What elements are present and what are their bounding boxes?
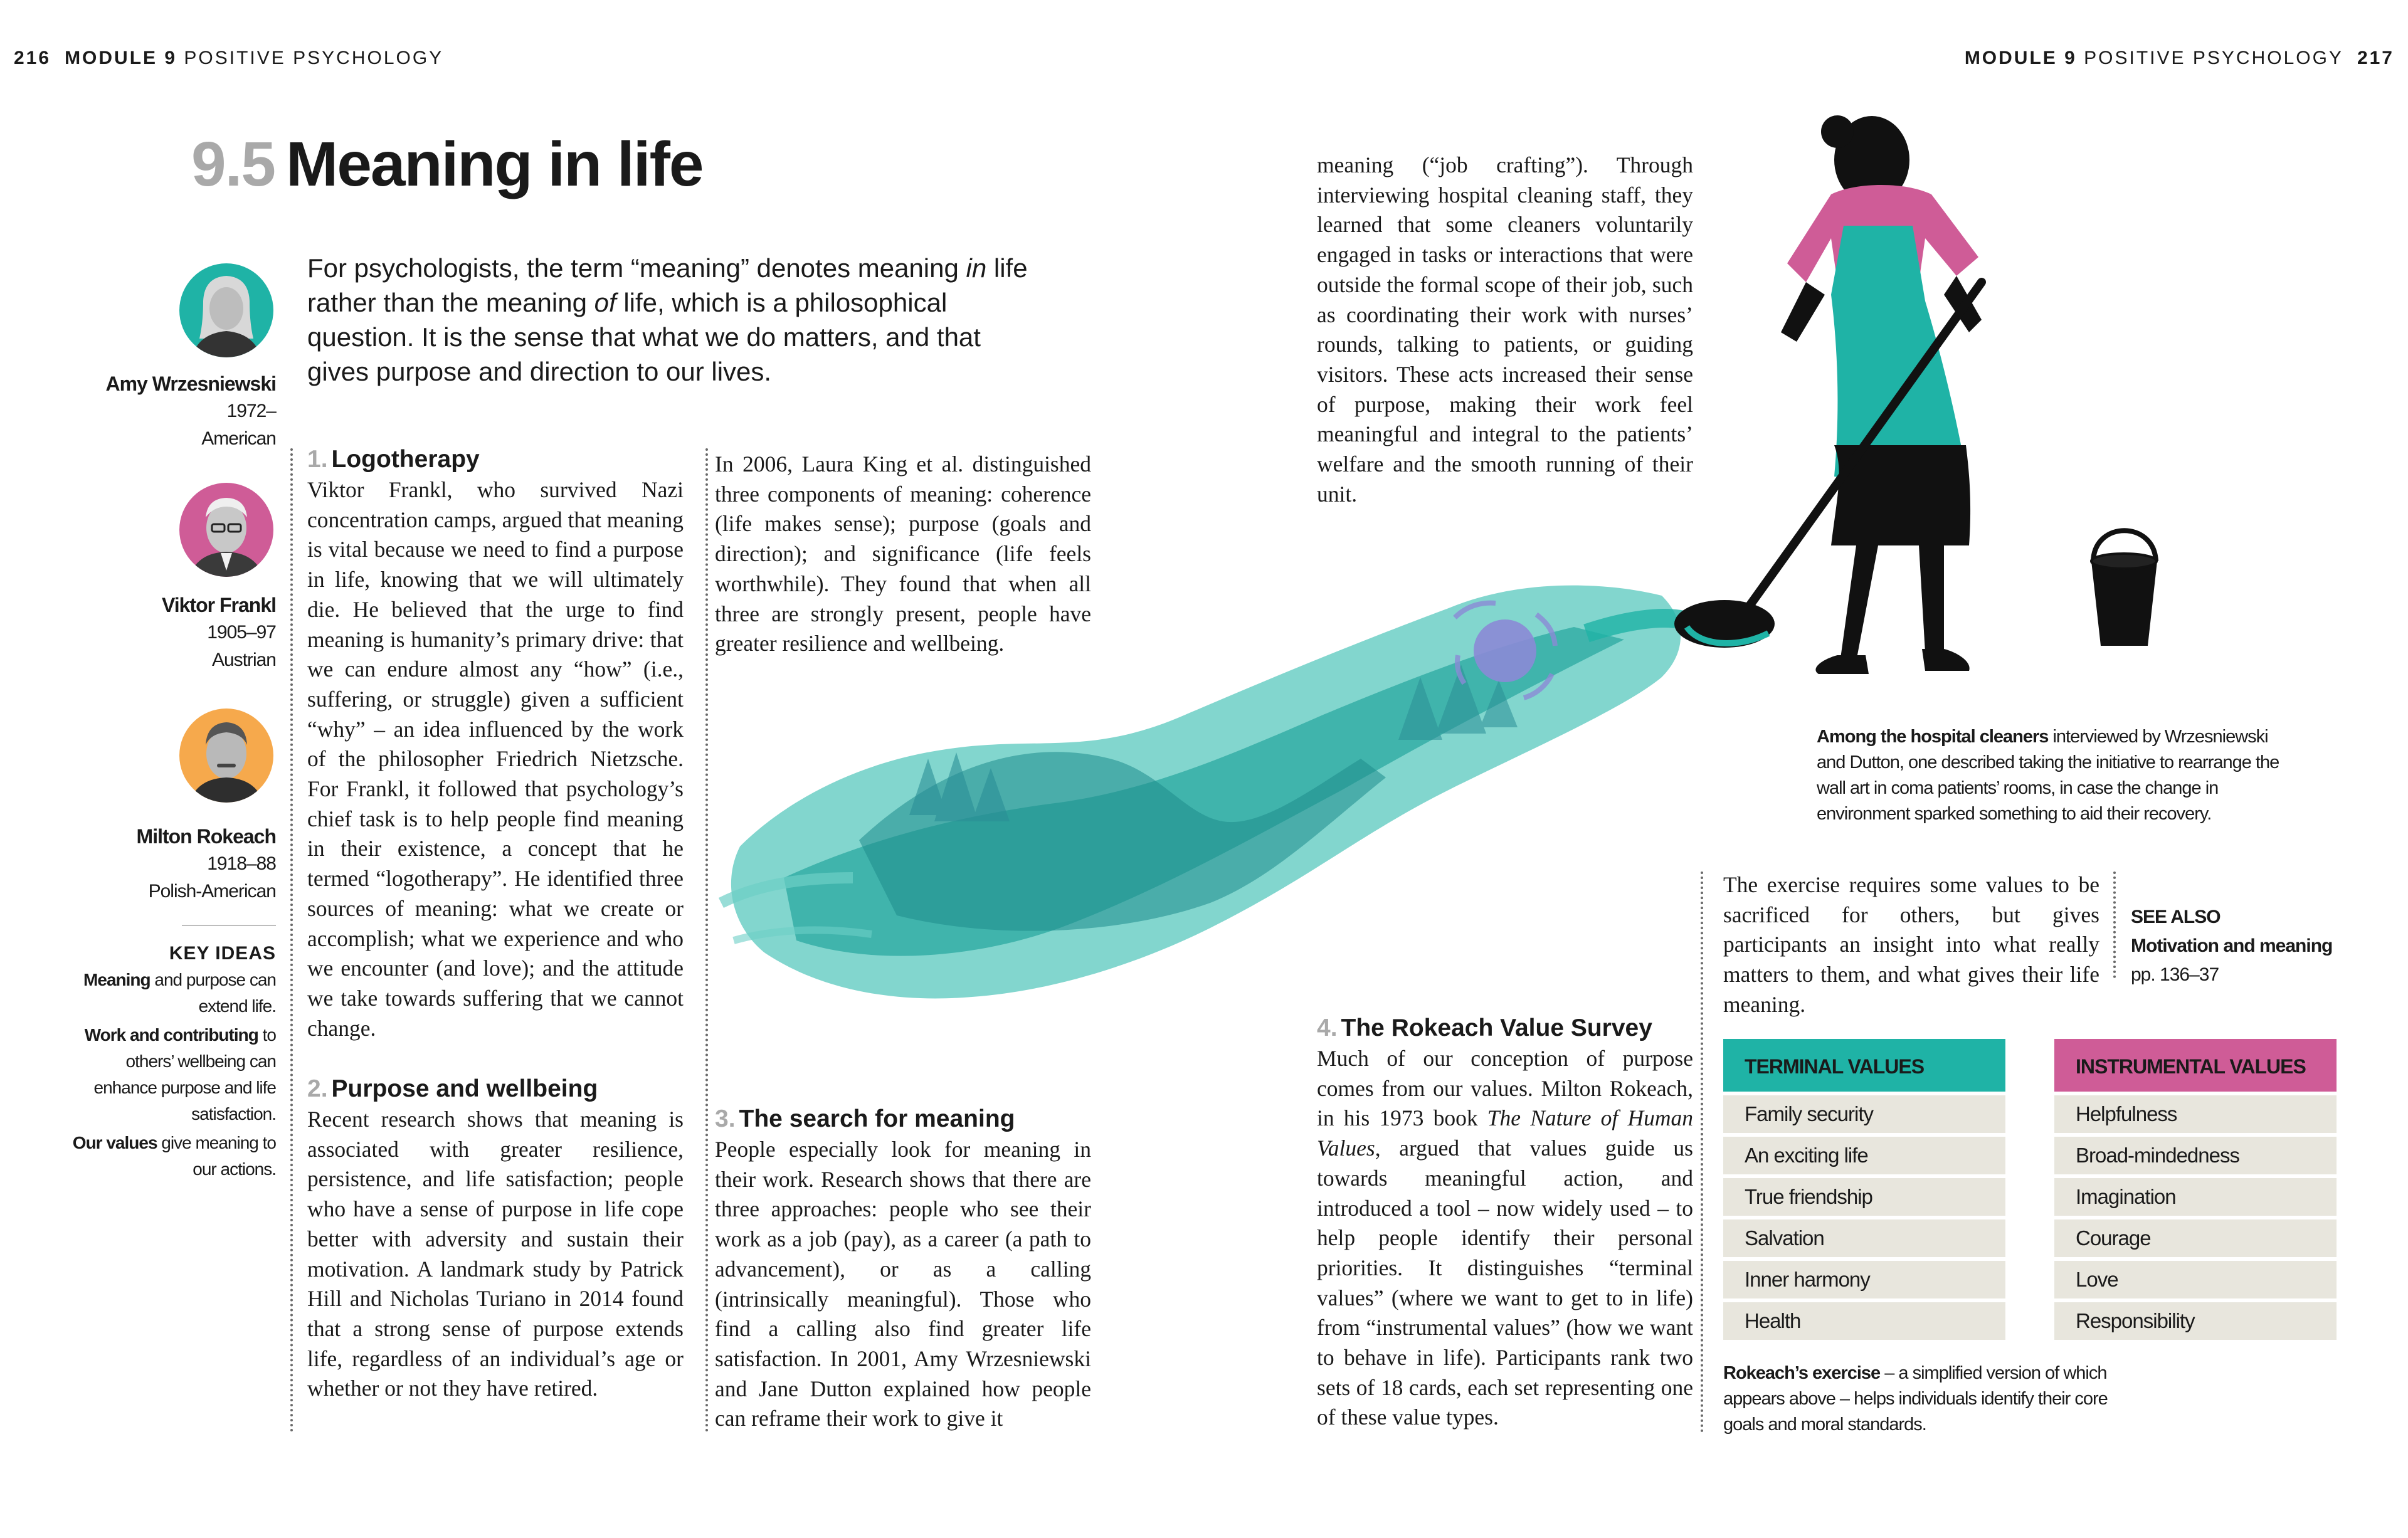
portrait-illustration <box>179 263 273 357</box>
running-header-right <box>1965 48 2408 69</box>
portrait-viktor-frankl <box>179 483 273 577</box>
person-name: Amy Wrzesniewski <box>105 372 276 395</box>
section-body: People especially look for meaning in their work. Research shows that there are three approaches: people who see their work as a job (pay), as a career (a path to advancement), or as a calling (intrinsically meaningful). Those who find a calling also find greater life satisfaction. In 2001, Amy Wrzesniewski and Jane Dutton explained how people can reframe their work to give it <box>715 1137 1091 1431</box>
person-years: 1972– <box>226 401 276 421</box>
column-divider <box>2113 872 2116 978</box>
exercise-paragraph: The exercise requires some values to be sacrificed for others, but gives participants an insight into what really matters to them, and what gives their life meaning. <box>1723 872 2099 1017</box>
table-row: Responsibility <box>2054 1302 2337 1340</box>
portrait-illustration <box>179 708 273 803</box>
person-years: 1905–97 <box>207 622 276 643</box>
section-heading: 1. Logotherapy <box>307 446 480 473</box>
module-subject: POSITIVE PSYCHOLOGY <box>2084 48 2343 68</box>
page-number-left: 216 <box>14 48 51 68</box>
section-search-for-meaning <box>715 1103 1091 1434</box>
person-nationality: Austrian <box>211 650 276 670</box>
section-heading: 4. The Rokeach Value Survey <box>1317 1014 1652 1041</box>
section-heading: 3. The search for meaning <box>715 1105 1015 1132</box>
portrait-amy-wrzesniewski <box>179 263 273 357</box>
table-row: Inner harmony <box>1723 1261 2005 1298</box>
instrumental-values-table <box>2054 1039 2337 1344</box>
section-heading: 2. Purpose and wellbeing <box>307 1075 598 1102</box>
section-rokeach-value-survey <box>1317 1013 1693 1433</box>
bio-amy-wrzesniewski <box>88 370 276 453</box>
table-row: Imagination <box>2054 1178 2337 1216</box>
column-divider <box>705 448 708 1433</box>
module-label: MODULE 9 <box>65 48 177 68</box>
section-purpose-wellbeing <box>307 1073 684 1404</box>
table-row: Love <box>2054 1261 2337 1298</box>
key-ideas <box>69 940 276 1185</box>
cleaner-caption: Among the hospital cleaners interviewed by Wrzesniewski and Dutton, one described taking the initiative to rearrange the wall art in coma patients’ rooms, in case the change in environment sparked something to aid their recovery. <box>1817 727 2279 824</box>
see-also-box <box>2131 903 2357 989</box>
title-number: 9.5 <box>191 129 275 199</box>
portrait-milton-rokeach <box>179 708 273 803</box>
terminal-values-table <box>1723 1039 2005 1344</box>
rokeach-caption: Rokeach’s exercise – a simplified version of which appears above – helps individuals identify their core goals and moral standards. <box>1723 1363 2108 1435</box>
section-body: Viktor Frankl, who survived Nazi concentration camps, argued that meaning is vital because we need to find a purpose in life, knowing that we will ultimately die. He believed that the urge to find meaning is humanity’s primary drive: that we can endure almost any “how” (i.e., suffering, or struggle) given a sufficient “why” – an idea influenced by the work of the philosopher Friedrich Nietzsche. For Frankl, it followed that psychology’s chief task is to help people find meaning in their existence, a concept that he termed “logotherapy”. He identified three sources of meaning: what we create or accomplish; what we experience and who we encounter (and love); and the attitude we take towards suffering that we cannot change. <box>307 477 684 1041</box>
page-title <box>191 129 703 201</box>
title-text: Meaning in life <box>286 129 703 199</box>
table-row: Salvation <box>1723 1219 2005 1257</box>
column-divider <box>290 448 293 1433</box>
king-components-paragraph: In 2006, Laura King et al. distinguished three components of meaning: coherence (life makes sense); purpose (goals and direction); and significance (life feels worthwhile). They found that when all three are strongly present, people have greater resilience and wellbeing. <box>715 451 1091 656</box>
key-idea-item: Meaning and purpose can extend life. <box>83 970 276 1016</box>
section-logotherapy <box>307 444 684 1043</box>
key-ideas-heading: KEY IDEAS <box>169 943 276 964</box>
person-nationality: American <box>201 428 276 449</box>
terminal-values-header: TERMINAL VALUES <box>1723 1039 2005 1092</box>
see-also-pages: pp. 136–37 <box>2131 964 2219 985</box>
bio-viktor-frankl <box>88 591 276 674</box>
table-row: Broad-mindedness <box>2054 1137 2337 1174</box>
table-row: Helpfulness <box>2054 1095 2337 1133</box>
module-label: MODULE 9 <box>1964 48 2077 68</box>
running-header-left <box>0 48 443 69</box>
see-also-link[interactable]: Motivation and meaning <box>2131 935 2333 956</box>
table-row: An exciting life <box>1723 1137 2005 1174</box>
instrumental-values-header: INSTRUMENTAL VALUES <box>2054 1039 2337 1092</box>
section-body: Recent research shows that meaning is associated with greater resilience, persistence, and life satisfaction; people who have a sense of purpose in life cope better with adversity and sustain their motivation. A landmark study by Patrick Hill and Nicholas Turiano in 2014 found that a strong sense of purpose extends life, regardless of an individual’s age or whether or not they have retired. <box>307 1107 684 1401</box>
person-name: Viktor Frankl <box>161 594 276 616</box>
key-idea-item: Work and contributing to others’ wellbeing can enhance purpose and life satisfaction. <box>84 1025 276 1124</box>
see-also-heading: SEE ALSO <box>2131 907 2221 927</box>
table-row: True friendship <box>1723 1178 2005 1216</box>
person-name: Milton Rokeach <box>136 825 276 848</box>
section-body: Much of our conception of purpose comes from our values. Milton Rokeach, in his 1973 book The Nature of Human Values, argued that values guide us towards meaningful action, and introduced a tool – now widely used – to help people identify their personal priorities. It distinguishes “terminal values” (where we want to get to in life) from “instrumental values” (how we want to behave in life). Participants rank two sets of 18 cards, each set representing one of these value types. <box>1317 1046 1693 1430</box>
portrait-illustration <box>179 483 273 577</box>
key-ideas-rule <box>182 925 276 926</box>
intro-paragraph: For psychologists, the term “meaning” denotes meaning in life rather than the meaning of life, which is a philosophical question. It is the sense that what we do matters, and that gives purpose and direction to our lives. <box>307 253 1028 386</box>
person-nationality: Polish-American <box>148 881 276 902</box>
key-idea-item: Our values give meaning to our actions. <box>72 1133 276 1179</box>
hospital-cleaner-illustration <box>1630 94 2195 696</box>
module-subject: POSITIVE PSYCHOLOGY <box>184 48 444 68</box>
table-row: Family security <box>1723 1095 2005 1133</box>
bio-milton-rokeach <box>88 823 276 905</box>
page-number-right: 217 <box>2357 48 2394 68</box>
person-years: 1918–88 <box>207 853 276 874</box>
job-crafting-paragraph: meaning (“job crafting”). Through interviewing hospital cleaning staff, they learned that some cleaners voluntarily engaged in tasks or interactions that were outside the formal scope of their job, such as coordinating their work with nurses’ rounds, talking to patients, or guiding visitors. These acts increased their sense of purpose, making their work feel meaningful and integral to the patients’ welfare and the smooth running of their unit. <box>1317 152 1693 507</box>
table-row: Courage <box>2054 1219 2337 1257</box>
table-row: Health <box>1723 1302 2005 1340</box>
